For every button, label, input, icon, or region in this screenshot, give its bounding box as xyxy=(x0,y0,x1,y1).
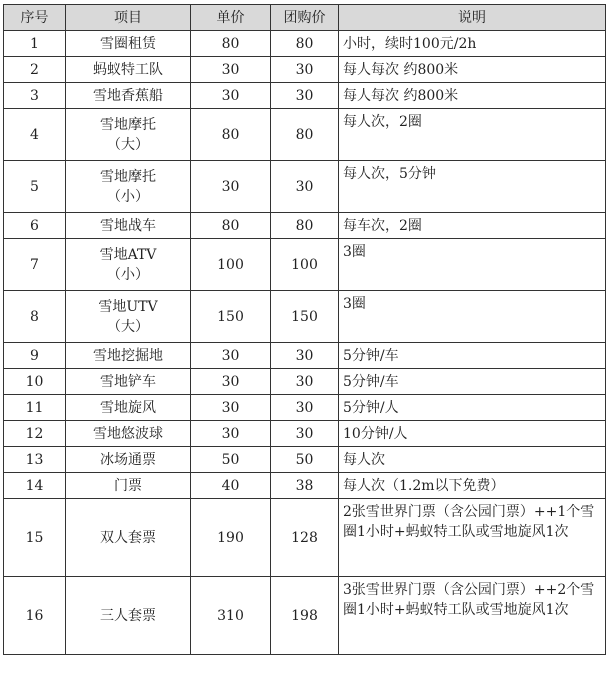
row-index: 7 xyxy=(4,239,66,291)
row-item: 雪地旋风 xyxy=(66,395,191,421)
row-unit-price: 30 xyxy=(191,57,271,83)
row-description: 每人次，2圈 xyxy=(339,109,606,161)
table-row xyxy=(4,291,606,343)
row-item: 雪地摩托 （大） xyxy=(66,109,191,161)
row-group-price: 30 xyxy=(271,369,339,395)
row-index: 15 xyxy=(4,499,66,577)
row-unit-price: 30 xyxy=(191,421,271,447)
row-item: 门票 xyxy=(66,473,191,499)
row-description: 5分钟/人 xyxy=(339,395,606,421)
row-item: 雪地UTV （大） xyxy=(66,291,191,343)
table-row xyxy=(4,343,606,369)
header-index: 序号 xyxy=(4,5,66,31)
row-index: 12 xyxy=(4,421,66,447)
row-unit-price: 50 xyxy=(191,447,271,473)
row-index: 3 xyxy=(4,83,66,109)
row-description: 每人每次 约800米 xyxy=(339,83,606,109)
row-unit-price: 30 xyxy=(191,369,271,395)
row-index: 11 xyxy=(4,395,66,421)
row-description: 10分钟/人 xyxy=(339,421,606,447)
row-index: 5 xyxy=(4,161,66,213)
row-unit-price: 40 xyxy=(191,473,271,499)
row-group-price: 30 xyxy=(271,57,339,83)
row-group-price: 128 xyxy=(271,499,339,577)
row-group-price: 80 xyxy=(271,31,339,57)
price-table-container xyxy=(3,4,606,655)
row-description: 每车次，2圈 xyxy=(339,213,606,239)
row-group-price: 198 xyxy=(271,577,339,655)
table-row xyxy=(4,109,606,161)
table-row xyxy=(4,31,606,57)
row-unit-price: 30 xyxy=(191,83,271,109)
row-item: 雪地ATV （小） xyxy=(66,239,191,291)
table-row xyxy=(4,239,606,291)
row-unit-price: 30 xyxy=(191,395,271,421)
row-index: 4 xyxy=(4,109,66,161)
row-item: 蚂蚁特工队 xyxy=(66,57,191,83)
row-group-price: 80 xyxy=(271,109,339,161)
table-row xyxy=(4,57,606,83)
table-row xyxy=(4,161,606,213)
row-description: 每人次 xyxy=(339,447,606,473)
row-description: 小时，续时100元/2h xyxy=(339,31,606,57)
row-item: 双人套票 xyxy=(66,499,191,577)
row-index: 10 xyxy=(4,369,66,395)
row-description: 3圈 xyxy=(339,291,606,343)
row-index: 14 xyxy=(4,473,66,499)
table-header-row xyxy=(4,5,606,31)
row-index: 8 xyxy=(4,291,66,343)
header-unit-price: 单价 xyxy=(191,5,271,31)
header-group-price: 团购价 xyxy=(271,5,339,31)
row-index: 16 xyxy=(4,577,66,655)
table-row xyxy=(4,421,606,447)
row-group-price: 150 xyxy=(271,291,339,343)
row-description: 3张雪世界门票（含公园门票）++2个雪圈1小时+蚂蚁特工队或雪地旋风1次 xyxy=(339,577,606,655)
row-group-price: 30 xyxy=(271,83,339,109)
price-table xyxy=(3,4,606,655)
row-description: 5分钟/车 xyxy=(339,343,606,369)
table-row xyxy=(4,369,606,395)
row-item: 雪地战车 xyxy=(66,213,191,239)
row-group-price: 30 xyxy=(271,161,339,213)
row-item: 雪地铲车 xyxy=(66,369,191,395)
table-row xyxy=(4,395,606,421)
row-unit-price: 190 xyxy=(191,499,271,577)
row-description: 3圈 xyxy=(339,239,606,291)
table-row xyxy=(4,213,606,239)
row-group-price: 30 xyxy=(271,421,339,447)
row-group-price: 80 xyxy=(271,213,339,239)
row-group-price: 30 xyxy=(271,395,339,421)
row-group-price: 50 xyxy=(271,447,339,473)
row-group-price: 38 xyxy=(271,473,339,499)
row-group-price: 30 xyxy=(271,343,339,369)
header-description: 说明 xyxy=(339,5,606,31)
row-description: 每人次（1.2m以下免费） xyxy=(339,473,606,499)
row-description: 5分钟/车 xyxy=(339,369,606,395)
row-index: 9 xyxy=(4,343,66,369)
table-row xyxy=(4,447,606,473)
row-description: 2张雪世界门票（含公园门票）++1个雪圈1小时+蚂蚁特工队或雪地旋风1次 xyxy=(339,499,606,577)
row-description: 每人次，5分钟 xyxy=(339,161,606,213)
row-item: 冰场通票 xyxy=(66,447,191,473)
row-unit-price: 30 xyxy=(191,343,271,369)
table-row xyxy=(4,499,606,577)
table-row xyxy=(4,577,606,655)
row-index: 1 xyxy=(4,31,66,57)
row-item: 雪地摩托 （小） xyxy=(66,161,191,213)
row-description: 每人每次 约800米 xyxy=(339,57,606,83)
row-item: 雪地香蕉船 xyxy=(66,83,191,109)
row-unit-price: 80 xyxy=(191,31,271,57)
header-item: 项目 xyxy=(66,5,191,31)
row-unit-price: 30 xyxy=(191,161,271,213)
row-unit-price: 150 xyxy=(191,291,271,343)
row-item: 雪圈租赁 xyxy=(66,31,191,57)
row-item: 三人套票 xyxy=(66,577,191,655)
row-index: 13 xyxy=(4,447,66,473)
row-item: 雪地悠波球 xyxy=(66,421,191,447)
row-item: 雪地挖掘地 xyxy=(66,343,191,369)
row-unit-price: 310 xyxy=(191,577,271,655)
row-unit-price: 100 xyxy=(191,239,271,291)
row-unit-price: 80 xyxy=(191,213,271,239)
table-row xyxy=(4,473,606,499)
table-row xyxy=(4,83,606,109)
row-index: 2 xyxy=(4,57,66,83)
row-unit-price: 80 xyxy=(191,109,271,161)
row-group-price: 100 xyxy=(271,239,339,291)
row-index: 6 xyxy=(4,213,66,239)
